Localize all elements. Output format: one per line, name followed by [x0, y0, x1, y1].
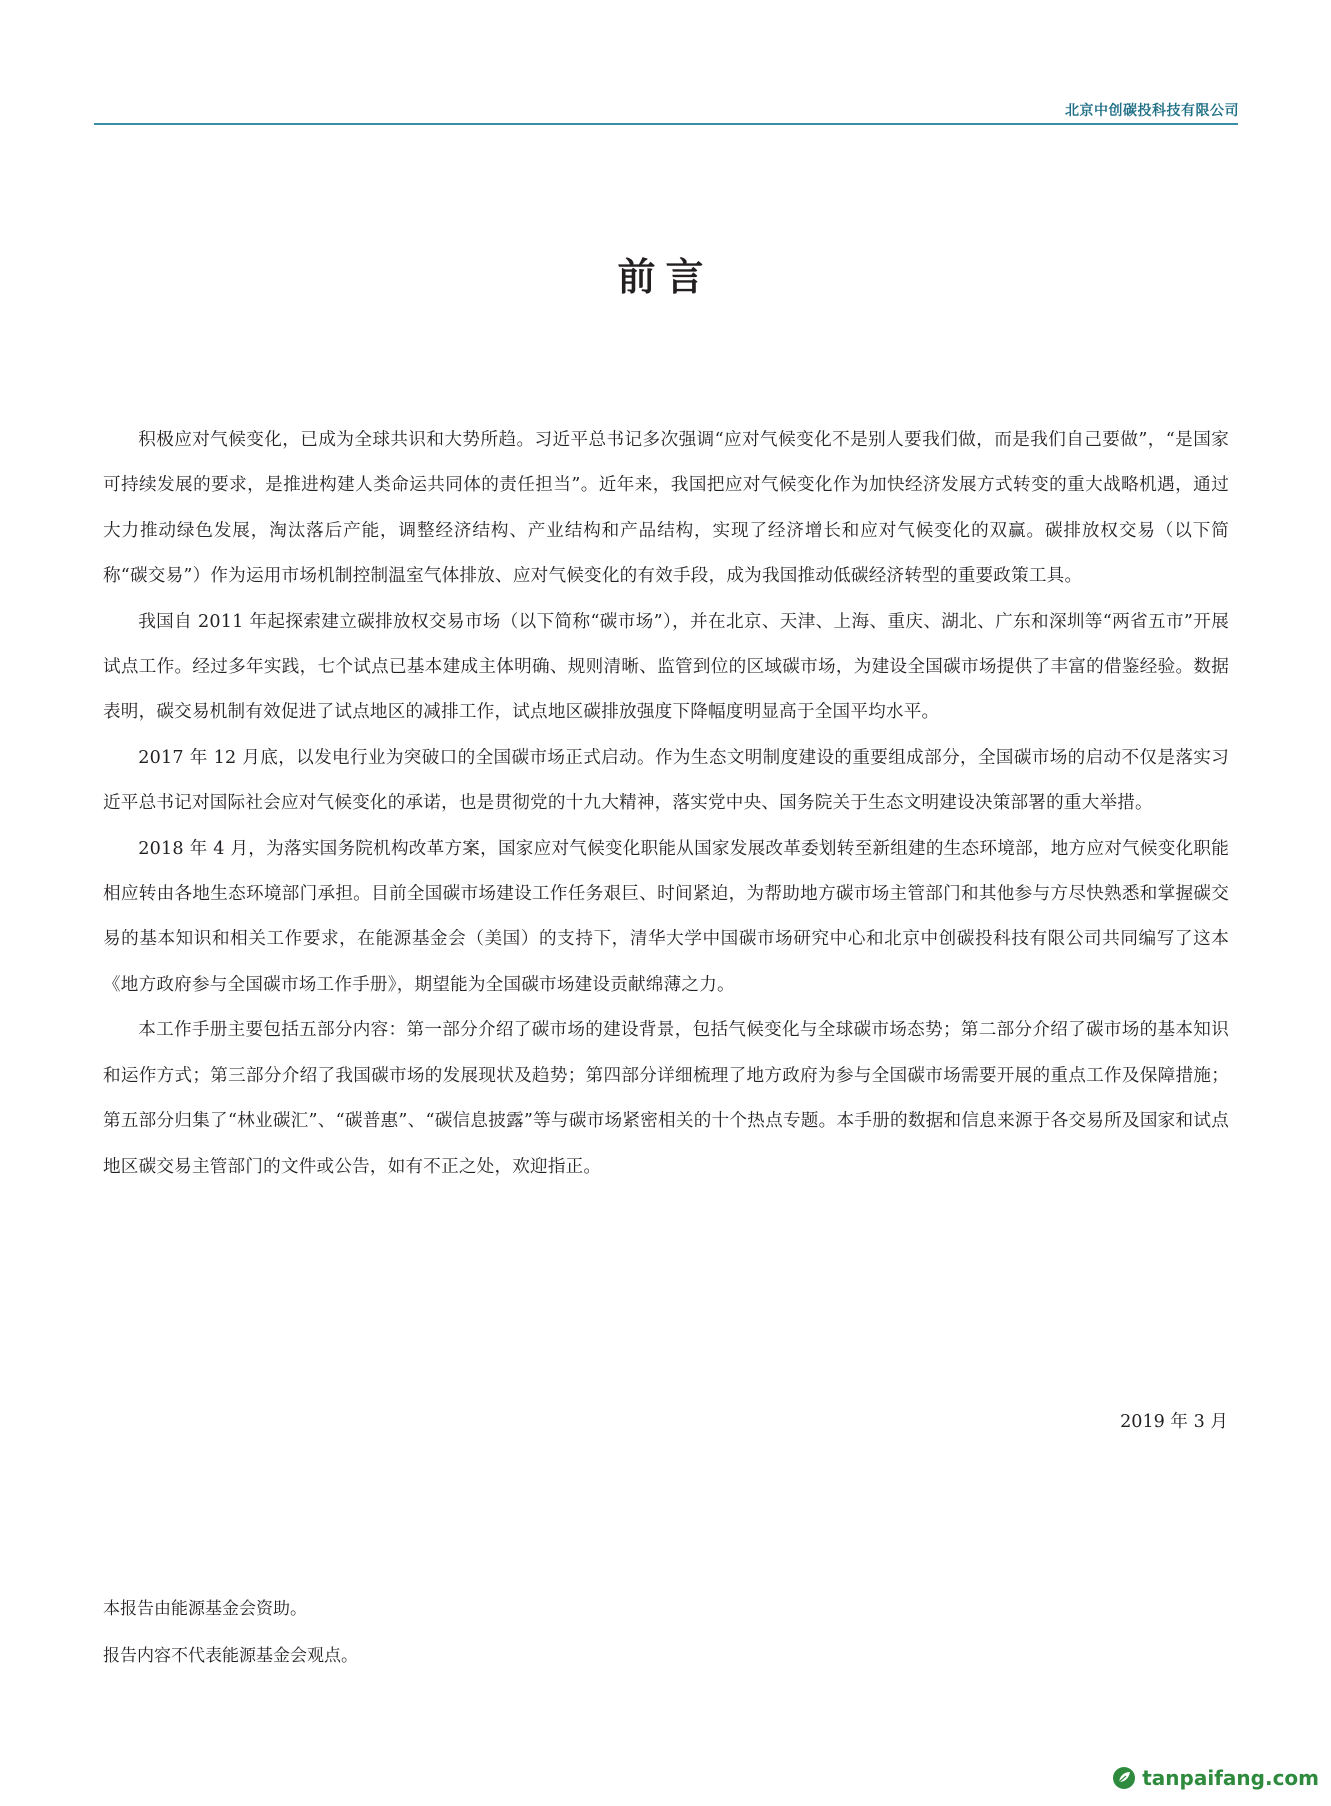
- preface-date: 2019 年 3 月: [1120, 1412, 1228, 1432]
- paragraph-3: 2017 年 12 月底，以发电行业为突破口的全国碳市场正式启动。作为生态文明制度建设的重要组成部分，全国碳市场的启动不仅是落实习近平总书记对国际社会应对气候变化的承诺，也是贯彻党的十九大精神，落实党中央、国务院关于生态文明建设决策部署的重大举措。: [103, 747, 1229, 814]
- leaf-icon: [1112, 1766, 1136, 1790]
- header-divider: [94, 123, 1238, 125]
- funding-notes: [103, 1594, 358, 1688]
- site-watermark: [1112, 1766, 1319, 1790]
- funding-note-1: 本报告由能源基金会资助。: [103, 1599, 307, 1619]
- paragraph-5: 本工作手册主要包括五部分内容：第一部分介绍了碳市场的建设背景，包括气候变化与全球碳市场态势；第二部分介绍了碳市场的基本知识和运作方式；第三部分介绍了我国碳市场的发展现状及趋势；第四部分详细梳理了地方政府为参与全国碳市场需要开展的重点工作及保障措施；第五部分归集了“林业碳汇”、“碳普惠”、“碳信息披露”等与碳市场紧密相关的十个热点专题。本手册的数据和信息来源于各交易所及国家和试点地区碳交易主管部门的文件或公告，如有不正之处，欢迎指正。: [103, 1020, 1229, 1177]
- funding-note-2: 报告内容不代表能源基金会观点。: [103, 1646, 358, 1666]
- watermark-text: tanpaifang.com: [1142, 1766, 1319, 1790]
- paragraph-1: 积极应对气候变化，已成为全球共识和大势所趋。习近平总书记多次强调“应对气候变化不是别人要我们做，而是我们自己要做”，“是国家可持续发展的要求，是推进构建人类命运共同体的责任担当”。近年来，我国把应对气候变化作为加快经济发展方式转变的重大战略机遇，通过大力推动绿色发展，淘汰落后产能，调整经济结构、产业结构和产品结构，实现了经济增长和应对气候变化的双赢。碳排放权交易（以下简称“碳交易”）作为运用市场机制控制温室气体排放、应对气候变化的有效手段，成为我国推动低碳经济转型的重要政策工具。: [103, 430, 1229, 587]
- paragraph-2: 我国自 2011 年起探索建立碳排放权交易市场（以下简称“碳市场”），并在北京、天津、上海、重庆、湖北、广东和深圳等“两省五市”开展试点工作。经过多年实践，七个试点已基本建成主体明确、规则清晰、监管到位的区域碳市场，为建设全国碳市场提供了丰富的借鉴经验。数据表明，碳交易机制有效促进了试点地区的减排工作，试点地区碳排放强度下降幅度明显高于全国平均水平。: [103, 611, 1229, 723]
- preface-body: [103, 418, 1229, 1190]
- paragraph-4: 2018 年 4 月，为落实国务院机构改革方案，国家应对气候变化职能从国家发展改革委划转至新组建的生态环境部，地方应对气候变化职能相应转由各地生态环境部门承担。目前全国碳市场建设工作任务艰巨、时间紧迫，为帮助地方碳市场主管部门和其他参与方尽快熟悉和掌握碳交易的基本知识和相关工作要求，在能源基金会（美国）的支持下，清华大学中国碳市场研究中心和北京中创碳投科技有限公司共同编写了这本《地方政府参与全国碳市场工作手册》，期望能为全国碳市场建设贡献绵薄之力。: [103, 838, 1229, 995]
- header-company-name: 北京中创碳投科技有限公司: [1065, 103, 1239, 119]
- page-title: 前言: [617, 254, 714, 299]
